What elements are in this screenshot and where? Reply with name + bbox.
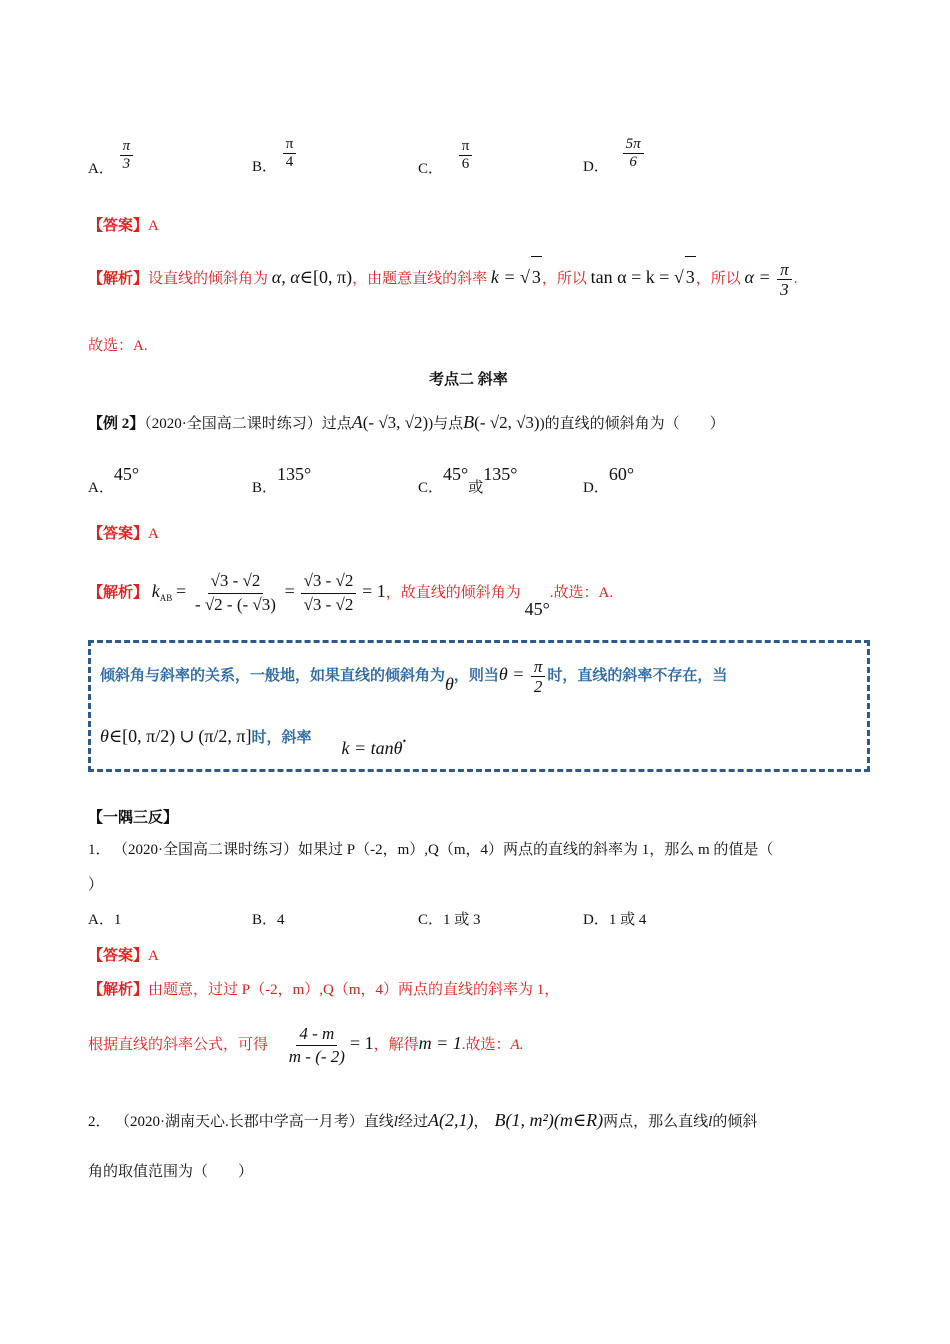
practice-1-stem-close: ） xyxy=(88,877,104,893)
ex2-analysis: 【解析】 $k_{AB}$ = $\frac{√3 - √2}{- √2 - (- √3)}$ = $\frac{√3 - √2}{√3 - √2}$ = 1，故直线的倾斜角为 45°.故选：A. xyxy=(88,571,614,619)
practice-2-stem: 2． （2020·湖南天心.长郡中学高一月考）直线l经过A(2,1)， B(1, m²)(m∈R)两点，那么直线l的倾斜 xyxy=(88,1110,758,1130)
fraction: $\frac{\pi}{4}$ xyxy=(283,136,297,172)
ex2-answer: 【答案】A xyxy=(88,526,159,542)
fraction: $\frac{\pi}{6}$ xyxy=(459,138,473,174)
fraction: $\frac{√3 - √2}{- √2 - (- √3)}$ xyxy=(194,571,276,615)
q1-option-a xyxy=(88,138,135,178)
ex2-option-b: B．135° xyxy=(252,464,312,496)
section-title: 考点二 斜率 xyxy=(429,372,508,388)
p1-option-a: A．1 xyxy=(88,912,122,928)
fraction: $\frac{5\pi}{6}$ xyxy=(623,136,644,172)
q1-conclusion: 故选：A. xyxy=(88,338,148,354)
ex2-option-d: D．60° xyxy=(583,464,635,496)
p1-option-c: C．1 或 3 xyxy=(418,912,481,928)
p1-option-b: B．4 xyxy=(252,912,285,928)
example-2-stem: 【例 2】（2020·全国高二课时练习）过点A(- √3, √2))与点B(- √2, √3))的直线的倾斜角为（ ） xyxy=(88,412,725,432)
p1-answer: 【答案】A xyxy=(88,948,159,964)
option-label: A． xyxy=(88,161,114,178)
fraction: $\frac{√3 - √2}{√3 - √2}$ xyxy=(301,570,357,617)
q1-analysis: 【解析】设直线的倾斜角为 α, α∈[0, π)，由题意直线的斜率 k = √ 3，所以 tan α = k = √ 3，所以 α = $\frac{\pi}{3}$ . xyxy=(88,256,797,296)
ex2-option-a: A．45° xyxy=(88,464,140,496)
option-label: B． xyxy=(252,159,278,176)
practice-2-stem-line2: 角的取值范围为（ ） xyxy=(88,1164,254,1180)
q1-option-d xyxy=(583,136,646,176)
p1-analysis-line2: 根据直线的斜率公式，可得 $\frac{4 - m}{m - (- 2)}$ = 1，解得m = 1.故选：A. xyxy=(88,1012,523,1074)
q1-option-c xyxy=(418,138,474,178)
fraction: $\frac{4 - m}{m - (- 2)}$ xyxy=(288,1023,345,1067)
q1-answer: 【答案】A xyxy=(88,218,159,234)
p1-analysis: 【解析】由题意，过过 P（-2，m）,Q（m，4）两点的直线的斜率为 1， xyxy=(88,982,560,998)
option-label: C． xyxy=(418,161,444,178)
p1-option-d: D．1 或 4 xyxy=(583,912,647,928)
ex2-option-c: C．45°或135° xyxy=(418,464,518,496)
practice-1-stem: 1． （2020·全国高二课时练习）如果过 P（-2，m）,Q（m，4）两点的直线的斜率为 1，那么 m 的值是（ xyxy=(88,842,774,858)
q1-option-b xyxy=(252,136,298,176)
practice-title: 【一隅三反】 xyxy=(88,810,179,826)
option-label: D． xyxy=(583,159,609,176)
fraction: $\frac{\pi}{3}$ xyxy=(120,138,134,174)
callout-line-2: θ∈[0, π/2) ∪ (π/2, π]时，斜率 k = tanθ. xyxy=(100,726,407,758)
callout-line-1: 倾斜角与斜率的关系，一般地，如果直线的倾斜角为θ，则当θ = $\frac{\pi}{2}$ 时，直线的斜率不存在，当 xyxy=(100,656,728,697)
